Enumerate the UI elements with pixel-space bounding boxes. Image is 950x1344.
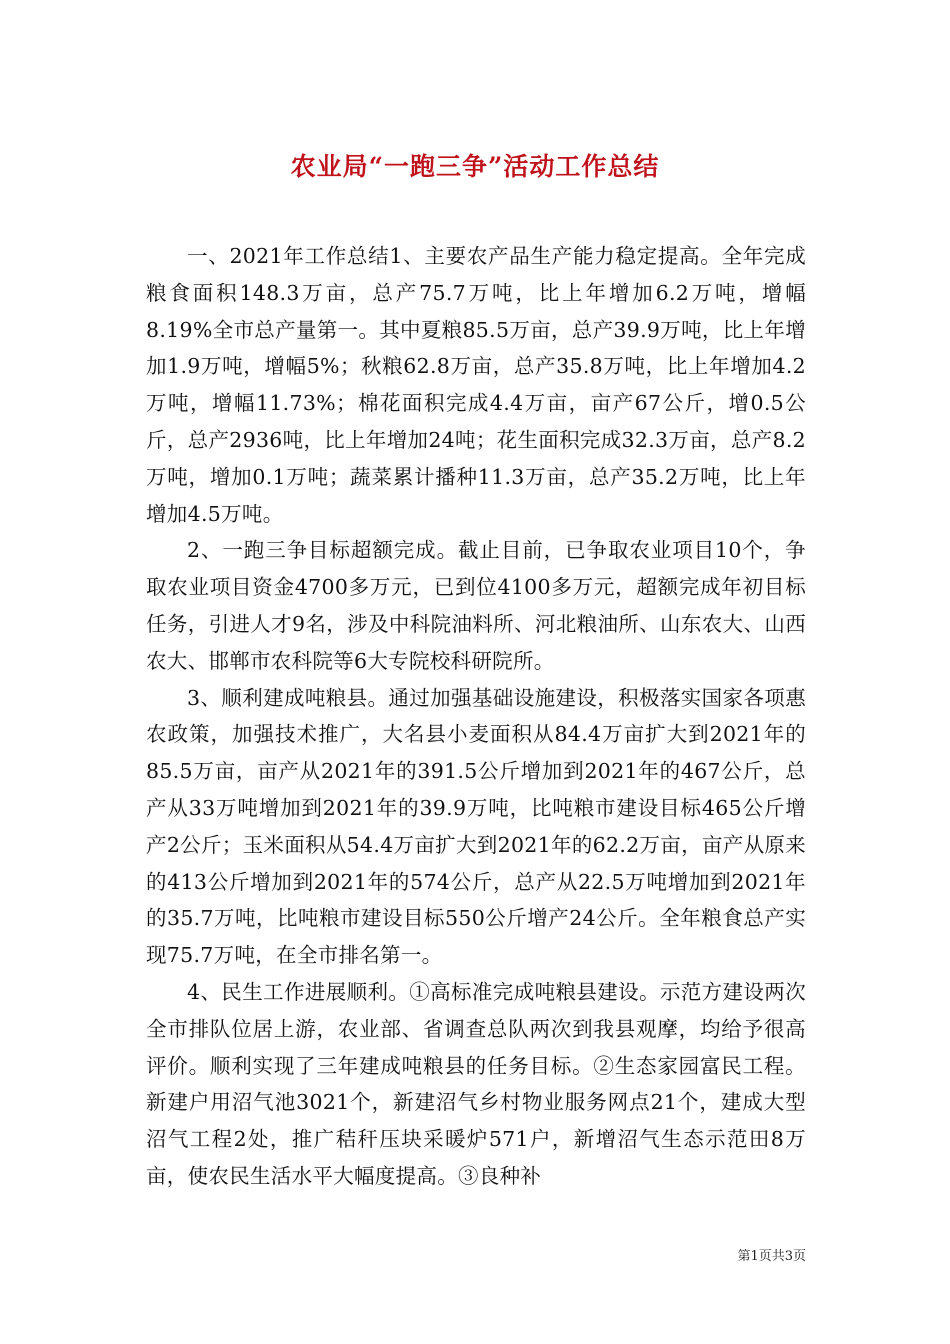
document-body — [146, 238, 806, 1195]
paragraph-4: 4、民生工作进展顺利。①高标准完成吨粮县建设。示范方建设两次全市排队位居上游，农业部、省调查总队两次到我县观摩，均给予很高评价。顺利实现了三年建成吨粮县的任务目标。②生态家园富民工程。新建户用沼气池3021个，新建沼气乡村物业服务网点21个，建成大型沼气工程2处，推广秸秆压块采暖炉571户，新增沼气生态示范田8万亩，使农民生活水平大幅度提高。③良种补 — [146, 979, 806, 1188]
page-title: 农业局“一跑三争”活动工作总结 — [290, 151, 660, 181]
paragraph-1: 一、2021年工作总结1、主要农产品生产能力稳定提高。全年完成粮食面积148.3万亩，总产75.7万吨，比上年增加6.2万吨，增幅8.19%全市总产量第一。其中夏粮85.5万亩，总产39.9万吨，比上年增加1.9万吨，增幅5%；秋粮62.8万亩，总产35.8万吨，比上年增加4.2万吨，增幅11.73%；棉花面积完成4.4万亩，亩产67公斤，增0.5公斤，总产2936吨，比上年增加24吨；花生面积完成32.3万亩，总产8.2万吨，增加0.1万吨；蔬菜累计播种11.3万亩，总产35.2万吨，比上年增加4.5万吨。 — [146, 244, 806, 526]
paragraph-2: 2、一跑三争目标超额完成。截止目前，已争取农业项目10个，争取农业项目资金4700多万元，已到位4100多万元，超额完成年初目标任务，引进人才9名，涉及中科院油料所、河北粮油所、山东农大、山西农大、邯郸市农科院等6大专院校科研院所。 — [146, 538, 806, 673]
page-number: 第1页共3页 — [737, 1249, 806, 1264]
paragraph-3: 3、顺利建成吨粮县。通过加强基础设施建设，积极落实国家各项惠农政策，加强技术推广，大名县小麦面积从84.4万亩扩大到2021年的85.5万亩，亩产从2021年的391.5公斤增加到2021年的467公斤，总产从33万吨增加到2021年的39.9万吨，比吨粮市建设目标465公斤增产2公斤；玉米面积从54.4万亩扩大到2021年的62.2万亩，亩产从原来的413公斤增加到2021年的574公斤，总产从22.5万吨增加到2021年的35.7万吨，比吨粮市建设目标550公斤增产24公斤。全年粮食总产实现75.7万吨，在全市排名第一。 — [146, 685, 806, 968]
